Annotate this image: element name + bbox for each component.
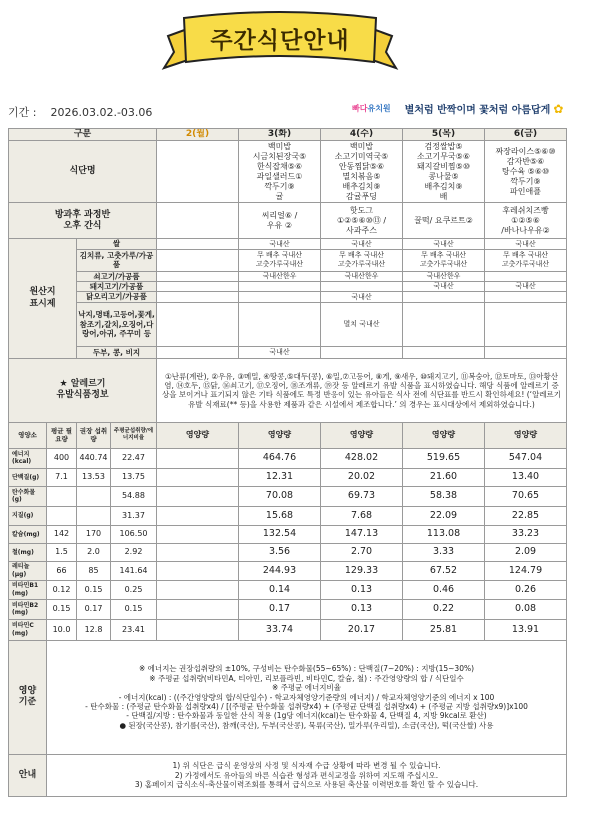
meal-item: 짜장라이스⑤⑥⑩ xyxy=(495,146,556,156)
nutrient-day-value xyxy=(157,525,239,543)
snack-row xyxy=(9,203,567,239)
origin-item-name: 낙지,명태,고등어,꽃게, 참조기,갈치,오징어,다랑어,아귀, 주꾸미 등 xyxy=(77,302,157,346)
nutrition-row xyxy=(9,468,567,486)
snack-item: 사과주스 xyxy=(346,225,377,235)
nutrient-day-value: 33.23 xyxy=(485,525,567,543)
origin-row xyxy=(9,249,567,271)
standard-label xyxy=(9,640,47,754)
header-day: 2(월) xyxy=(157,129,239,141)
nutrient-day-value: 113.08 xyxy=(403,525,485,543)
logo-name: 빠다 xyxy=(352,104,368,113)
meal-item: 돼지갈비찜⑤⑩ xyxy=(417,161,470,171)
standard-line: - 단백질/지방 : 탄수화물과 동일한 산식 적용 (1g당 에너지(kcal)는 탄수화물 4, 단백질 4, 지방 9kcal로 환산) xyxy=(126,711,487,721)
nutrient-avg: 0.12 xyxy=(47,580,77,599)
kindergarten-logo xyxy=(352,103,391,114)
origin-row xyxy=(9,282,567,292)
logo-suffix: 유치원 xyxy=(367,104,391,113)
notice-line: 1) 위 식단은 급식 운영상의 사정 및 식자재 수급 상황에 따라 변경 될 수 있습니다. xyxy=(172,761,441,771)
meal-item: 배추김치⑨ xyxy=(424,181,463,191)
origin-cell xyxy=(403,302,485,346)
snack-label xyxy=(9,203,157,239)
origin-value: 국내산한우 xyxy=(262,271,297,280)
period xyxy=(8,104,152,120)
nutrient-day-value: 132.54 xyxy=(239,525,321,543)
origin-value: 고춧가루국내산 xyxy=(419,260,468,269)
nutrient-name: 칼슘(mg) xyxy=(9,525,47,543)
origin-cell xyxy=(403,249,485,271)
nutrition-head: 영양량 xyxy=(157,422,239,448)
meal-item: 소고기미역국⑤ xyxy=(334,151,389,161)
origin-cell xyxy=(239,292,321,302)
origin-label-2: 표시제 xyxy=(29,298,56,309)
origin-item-name: 돼지고기/가공품 xyxy=(77,282,157,292)
meal-item: 검정쌀밥⑤ xyxy=(424,141,463,151)
nutrient-rec: 440.74 xyxy=(77,448,111,468)
nutrient-rec xyxy=(77,486,111,506)
origin-value: 국내산한우 xyxy=(344,271,379,280)
nutrient-week: 23.41 xyxy=(111,619,157,640)
nutrition-head: 영양량 xyxy=(239,422,321,448)
notice-label: 안내 xyxy=(9,754,47,796)
origin-item-name: 김치류, 고춧가루/가공품 xyxy=(77,249,157,271)
origin-row xyxy=(9,346,567,358)
standard-line: - 에너지(kcal) : ((주간영양량의 합/식단일수) - 학교자체영양기준량의 에너지) / 학교자체영양기준의 에너지 x 100 xyxy=(118,692,495,702)
nutrient-day-value: 0.14 xyxy=(239,580,321,599)
nutrition-header-row xyxy=(9,422,567,448)
origin-item-name: 두부, 콩, 비지 xyxy=(77,346,157,358)
nutrition-row xyxy=(9,580,567,599)
meal-item: 귤 xyxy=(275,191,284,201)
nutrient-avg: 400 xyxy=(47,448,77,468)
nutrient-name: 지질(g) xyxy=(9,506,47,525)
nutrient-rec: 0.17 xyxy=(77,599,111,619)
nutrient-day-value: 25.81 xyxy=(403,619,485,640)
nutrient-day-value: 20.17 xyxy=(321,619,403,640)
meal-item: 멸치볶음⑤ xyxy=(342,171,381,181)
nutrient-avg: 1.5 xyxy=(47,543,77,561)
snack-cell xyxy=(321,203,403,239)
meal-item: 감자반⑤⑥ xyxy=(506,156,545,166)
nutrient-day-value xyxy=(157,580,239,599)
origin-cell xyxy=(239,271,321,281)
snack-cell xyxy=(239,203,321,239)
origin-value: 국내산 xyxy=(515,282,536,291)
allergy-label-2: 유발식품정보 xyxy=(56,390,109,401)
standard-line: ※ 주평균 에너지비율 xyxy=(272,683,342,693)
origin-value: 국내산 xyxy=(351,292,372,301)
meal-cell xyxy=(239,141,321,203)
origin-value: 국내산 xyxy=(433,282,454,291)
nutrient-rec: 12.8 xyxy=(77,619,111,640)
nutrient-avg xyxy=(47,486,77,506)
notice-line: 2) 가정에서도 유아들의 바른 식습관 형성과 편식교정을 위하여 지도해 주십시오. xyxy=(174,770,439,780)
page-title: 주간식단안내 xyxy=(210,28,350,54)
nutrient-day-value: 69.73 xyxy=(321,486,403,506)
nutrient-week: 0.25 xyxy=(111,580,157,599)
nutrient-day-value: 0.26 xyxy=(485,580,567,599)
meal-cell xyxy=(157,141,239,203)
origin-cell xyxy=(157,292,239,302)
meal-plan-table xyxy=(8,128,567,797)
nutrition-head: 영양소 xyxy=(9,422,47,448)
origin-value: 멸치 국내산 xyxy=(343,319,380,328)
origin-cell xyxy=(157,302,239,346)
origin-value: 국내산 xyxy=(515,239,536,248)
nutrient-day-value: 7.68 xyxy=(321,506,403,525)
nutrient-week: 54.88 xyxy=(111,486,157,506)
nutrient-day-value: 33.74 xyxy=(239,619,321,640)
origin-cell xyxy=(157,271,239,281)
origin-cell xyxy=(157,239,239,249)
meal-item: 소고기무국⑤⑥ xyxy=(417,151,470,161)
nutrient-avg: 10.0 xyxy=(47,619,77,640)
nutrition-head: 영양량 xyxy=(321,422,403,448)
origin-cell xyxy=(321,346,403,358)
origin-cell xyxy=(239,346,321,358)
nutrient-week: 106.50 xyxy=(111,525,157,543)
nutrient-day-value: 0.17 xyxy=(239,599,321,619)
origin-cell xyxy=(157,249,239,271)
origin-cell xyxy=(403,239,485,249)
origin-item-name: 쌀 xyxy=(77,239,157,249)
origin-row xyxy=(9,271,567,281)
meal-row xyxy=(9,141,567,203)
nutrient-day-value: 12.31 xyxy=(239,468,321,486)
snack-label-2: 오후 간식 xyxy=(63,220,102,231)
meal-item: 안동찜닭⑤⑥ xyxy=(338,161,385,171)
nutrient-day-value: 67.52 xyxy=(403,561,485,580)
nutrient-day-value xyxy=(157,599,239,619)
nutrient-name: 비타민C (mg) xyxy=(9,619,47,640)
origin-label xyxy=(9,239,77,359)
nutrition-row xyxy=(9,525,567,543)
snack-item: 꿀떡/ 요쿠르트② xyxy=(414,215,473,225)
nutrient-name: 비타민B2 (mg) xyxy=(9,599,47,619)
nutrition-row xyxy=(9,619,567,640)
notice-text xyxy=(47,754,567,796)
snack-item: 씨리얼⑥ / xyxy=(261,210,298,220)
nutrient-avg: 66 xyxy=(47,561,77,580)
nutrient-day-value: 58.38 xyxy=(403,486,485,506)
header-day: 3(화) xyxy=(239,129,321,141)
header-day: 6(금) xyxy=(485,129,567,141)
meal-cell xyxy=(485,141,567,203)
origin-cell xyxy=(239,302,321,346)
nutrient-day-value: 21.60 xyxy=(403,468,485,486)
nutrient-day-value xyxy=(157,506,239,525)
origin-cell xyxy=(321,282,403,292)
origin-cell xyxy=(403,282,485,292)
snack-cell xyxy=(485,203,567,239)
standard-line: - 탄수화물 : (주평균 탄수화물 섭취량x4) / [(주평균 탄수화물 섭취량x4) + (주평균 단백질 섭취량x4) + (주평균 지방 섭취량x9)]x100 xyxy=(85,701,528,711)
header-day: 4(수) xyxy=(321,129,403,141)
origin-cell xyxy=(239,249,321,271)
nutrient-avg xyxy=(47,506,77,525)
nutrient-day-value: 0.46 xyxy=(403,580,485,599)
meal-item: 깍두기⑨ xyxy=(264,181,295,191)
nutrient-day-value xyxy=(157,486,239,506)
origin-row xyxy=(9,292,567,302)
meal-item: 깍두기⑨ xyxy=(510,176,541,186)
origin-cell xyxy=(157,282,239,292)
origin-cell xyxy=(485,282,567,292)
flower-icon: ✿ xyxy=(553,101,564,116)
origin-cell xyxy=(403,271,485,281)
standard-line: ● 된장(국산콩), 참기름(국산), 참깨(국산), 두부(국산콩), 묵류(국산), 밀가루(우리밀), 소금(국산), 떡(국산쌀) 사용 xyxy=(119,720,494,730)
origin-cell xyxy=(485,239,567,249)
nutrient-day-value: 147.13 xyxy=(321,525,403,543)
nutrient-day-value: 519.65 xyxy=(403,448,485,468)
meal-item: 배추김치⑨ xyxy=(342,181,381,191)
origin-cell xyxy=(321,302,403,346)
nutrient-name: 에너지 (kcal) xyxy=(9,448,47,468)
origin-cell xyxy=(157,346,239,358)
origin-value: 무 배추 국내산 xyxy=(257,251,303,260)
origin-value: 국내산 xyxy=(269,239,290,248)
meal-cell xyxy=(321,141,403,203)
snack-item: /바나나우유② xyxy=(501,225,550,235)
nutrient-day-value: 70.08 xyxy=(239,486,321,506)
nutrient-week: 13.75 xyxy=(111,468,157,486)
origin-row xyxy=(9,302,567,346)
nutrient-name: 철(mg) xyxy=(9,543,47,561)
nutrient-name: 비타민B1 (mg) xyxy=(9,580,47,599)
snack-cell xyxy=(403,203,485,239)
origin-cell xyxy=(321,249,403,271)
origin-cell xyxy=(485,346,567,358)
nutrient-day-value: 124.79 xyxy=(485,561,567,580)
origin-value: 무 배추 국내산 xyxy=(503,251,549,260)
meal-item: 파인애플 xyxy=(510,186,541,196)
meal-item: 시금치된장국⑤ xyxy=(252,151,307,161)
snack-cell xyxy=(157,203,239,239)
allergy-row xyxy=(9,358,567,422)
nutrient-day-value: 0.22 xyxy=(403,599,485,619)
origin-value: 무 배추 국내산 xyxy=(421,251,467,260)
nutrient-day-value: 547.04 xyxy=(485,448,567,468)
nutrition-head: 평균 필요량 xyxy=(47,422,77,448)
nutrient-day-value: 464.76 xyxy=(239,448,321,468)
nutrient-avg: 142 xyxy=(47,525,77,543)
meal-item: 탕수육 ⑤⑥⑩ xyxy=(501,166,550,176)
origin-cell xyxy=(239,239,321,249)
nutrient-day-value: 70.65 xyxy=(485,486,567,506)
origin-value: 고춧가루국내산 xyxy=(255,260,304,269)
nutrient-day-value: 22.09 xyxy=(403,506,485,525)
standard-line: ※ 주평균 섭취량(비타민A, 티아민, 리보플라빈, 비타민C, 칼슘, 철) : 주간영양량의 합 / 식단일수 xyxy=(149,673,464,683)
origin-value: 국내산 xyxy=(269,347,290,356)
nutrition-row xyxy=(9,599,567,619)
origin-item-name: 닭오리고기/가공품 xyxy=(77,292,157,302)
nutrient-day-value: 3.56 xyxy=(239,543,321,561)
nutrient-day-value: 22.85 xyxy=(485,506,567,525)
meal-item: 백미밥 xyxy=(267,141,292,151)
snack-item: ①②⑤⑥⑩⑬ / xyxy=(336,215,387,225)
header-category: 구분 xyxy=(9,129,157,141)
origin-cell xyxy=(239,282,321,292)
meal-item: 콩나물⑤ xyxy=(428,171,459,181)
nutrient-name: 단백질(g) xyxy=(9,468,47,486)
nutrient-day-value xyxy=(157,543,239,561)
snack-item: 핫도그 xyxy=(349,205,374,215)
allergy-label-1: ★ 알레르기 xyxy=(59,379,106,389)
nutrient-day-value: 15.68 xyxy=(239,506,321,525)
nutrient-day-value: 428.02 xyxy=(321,448,403,468)
nutrition-head: 영양량 xyxy=(403,422,485,448)
nutrient-day-value xyxy=(157,448,239,468)
nutrient-rec: 85 xyxy=(77,561,111,580)
origin-value: 국내산 xyxy=(433,239,454,248)
standard-line: ※ 에너지는 권장섭취량의 ±10%, 구성비는 탄수화물(55~65%) : 단백질(7~20%) : 지방(15~30%) xyxy=(138,664,475,674)
nutrient-name: 탄수화물 (g) xyxy=(9,486,47,506)
snack-label-1: 방과후 과정반 xyxy=(54,209,111,220)
origin-cell xyxy=(403,292,485,302)
origin-value: 고춧가루국내산 xyxy=(337,260,386,269)
nutrient-rec: 13.53 xyxy=(77,468,111,486)
meal-item: 배 xyxy=(439,191,448,201)
nutrient-week: 2.92 xyxy=(111,543,157,561)
nutrient-day-value: 0.13 xyxy=(321,580,403,599)
origin-value: 국내산한우 xyxy=(426,271,461,280)
nutrient-day-value: 2.09 xyxy=(485,543,567,561)
standard-label-1: 영양 xyxy=(18,686,37,696)
origin-cell xyxy=(321,239,403,249)
nutrient-rec: 0.15 xyxy=(77,580,111,599)
nutrient-week: 22.47 xyxy=(111,448,157,468)
snack-item: 우유 ② xyxy=(266,220,293,230)
nutrient-day-value: 13.40 xyxy=(485,468,567,486)
allergy-info: ①난류(계란), ②우유, ③메밀, ④땅콩,⑤대두(콩), ⑥밀,⑦고등어, ⑧게, ⑨새우, ⑩돼지고기, ⑪복숭아, ⑫토마토, ⑬아황산염, ⑭호두, ⑮닭, ⑯쇠고기, ⑰오징어, ⑱조개류, ⑲잣 등 알레르기 유발 식품을 표시하였습니다. 해당 식품에 알레르기 증상을 보이거나 표기되지 않은 기타 식품에도 특정 반응이 있는 유아들은 식사 전에 식단표를 반드시 확인하세요! (‘알레르기 유발 식재료(** 등)을 사용한 제품과 같은 시설에서 제조합니다.’ 의 경우는 표시대상에서 제외하였습니다.) xyxy=(157,358,567,422)
nutrition-row xyxy=(9,448,567,468)
nutrient-week: 0.15 xyxy=(111,599,157,619)
nutrient-day-value: 0.08 xyxy=(485,599,567,619)
origin-cell xyxy=(485,292,567,302)
nutrition-row xyxy=(9,506,567,525)
meal-item: 백미밥 xyxy=(349,141,374,151)
meal-item: 한식잡채⑤⑥ xyxy=(256,161,303,171)
meal-item: 과일샐러드① xyxy=(256,171,303,181)
nutrition-head: 주평균섭취량/에너지비율 xyxy=(111,422,157,448)
nutrient-day-value: 2.70 xyxy=(321,543,403,561)
nutrient-day-value: 3.33 xyxy=(403,543,485,561)
nutrient-avg: 0.15 xyxy=(47,599,77,619)
origin-value: 고춧가루국내산 xyxy=(501,260,550,269)
nutrient-day-value: 13.91 xyxy=(485,619,567,640)
origin-cell xyxy=(321,271,403,281)
nutrient-day-value: 129.33 xyxy=(321,561,403,580)
standard-text xyxy=(47,640,567,754)
allergy-label xyxy=(9,358,157,422)
nutrient-week: 141.64 xyxy=(111,561,157,580)
snack-item: ①②⑤⑥ xyxy=(511,215,540,225)
nutrient-rec: 2.0 xyxy=(77,543,111,561)
nutrient-day-value: 244.93 xyxy=(239,561,321,580)
header-day: 5(목) xyxy=(403,129,485,141)
nutrient-avg: 7.1 xyxy=(47,468,77,486)
nutrition-row xyxy=(9,486,567,506)
nutrient-day-value: 20.02 xyxy=(321,468,403,486)
meal-label: 식단명 xyxy=(9,141,157,203)
notice-row xyxy=(9,754,567,796)
nutrient-name: 레티놀(μg) xyxy=(9,561,47,580)
nutrition-row xyxy=(9,561,567,580)
meal-item: 감귤푸딩 xyxy=(346,191,377,201)
standard-row xyxy=(9,640,567,754)
nutrition-row xyxy=(9,543,567,561)
brand xyxy=(352,101,563,116)
nutrient-rec xyxy=(77,506,111,525)
nutrient-day-value xyxy=(157,468,239,486)
nutrient-day-value: 0.13 xyxy=(321,599,403,619)
origin-row xyxy=(9,239,567,249)
title-banner xyxy=(160,8,400,78)
nutrient-rec: 170 xyxy=(77,525,111,543)
nutrient-day-value xyxy=(157,561,239,580)
nutrition-head: 권장 섭취량 xyxy=(77,422,111,448)
origin-cell xyxy=(485,271,567,281)
origin-cell xyxy=(485,302,567,346)
origin-label-1: 원산지 xyxy=(29,287,56,298)
origin-cell xyxy=(403,346,485,358)
nutrition-head: 영양량 xyxy=(485,422,567,448)
snack-item: 후레쉬치즈빵 xyxy=(502,205,549,215)
period-value: 2026.03.02.-03.06 xyxy=(50,106,153,119)
standard-label-2: 기준 xyxy=(18,697,37,708)
header-row xyxy=(9,129,567,141)
nutrient-day-value xyxy=(157,619,239,640)
origin-value: 국내산 xyxy=(351,239,372,248)
slogan: 별처럼 반짝이며 꽃처럼 아름답게 xyxy=(404,105,551,116)
nutrient-week: 31.37 xyxy=(111,506,157,525)
period-label: 기간 : xyxy=(8,106,37,119)
origin-cell xyxy=(321,292,403,302)
origin-item-name: 쇠고기/가공품 xyxy=(77,271,157,281)
origin-value: 무 배추 국내산 xyxy=(339,251,385,260)
meal-cell xyxy=(403,141,485,203)
notice-line: 3) 홈페이지 급식소식-축산물이력조회를 통해서 급식으로 사용된 축산물 이력번호를 확인 할 수 있습니다. xyxy=(134,779,479,789)
origin-cell xyxy=(485,249,567,271)
